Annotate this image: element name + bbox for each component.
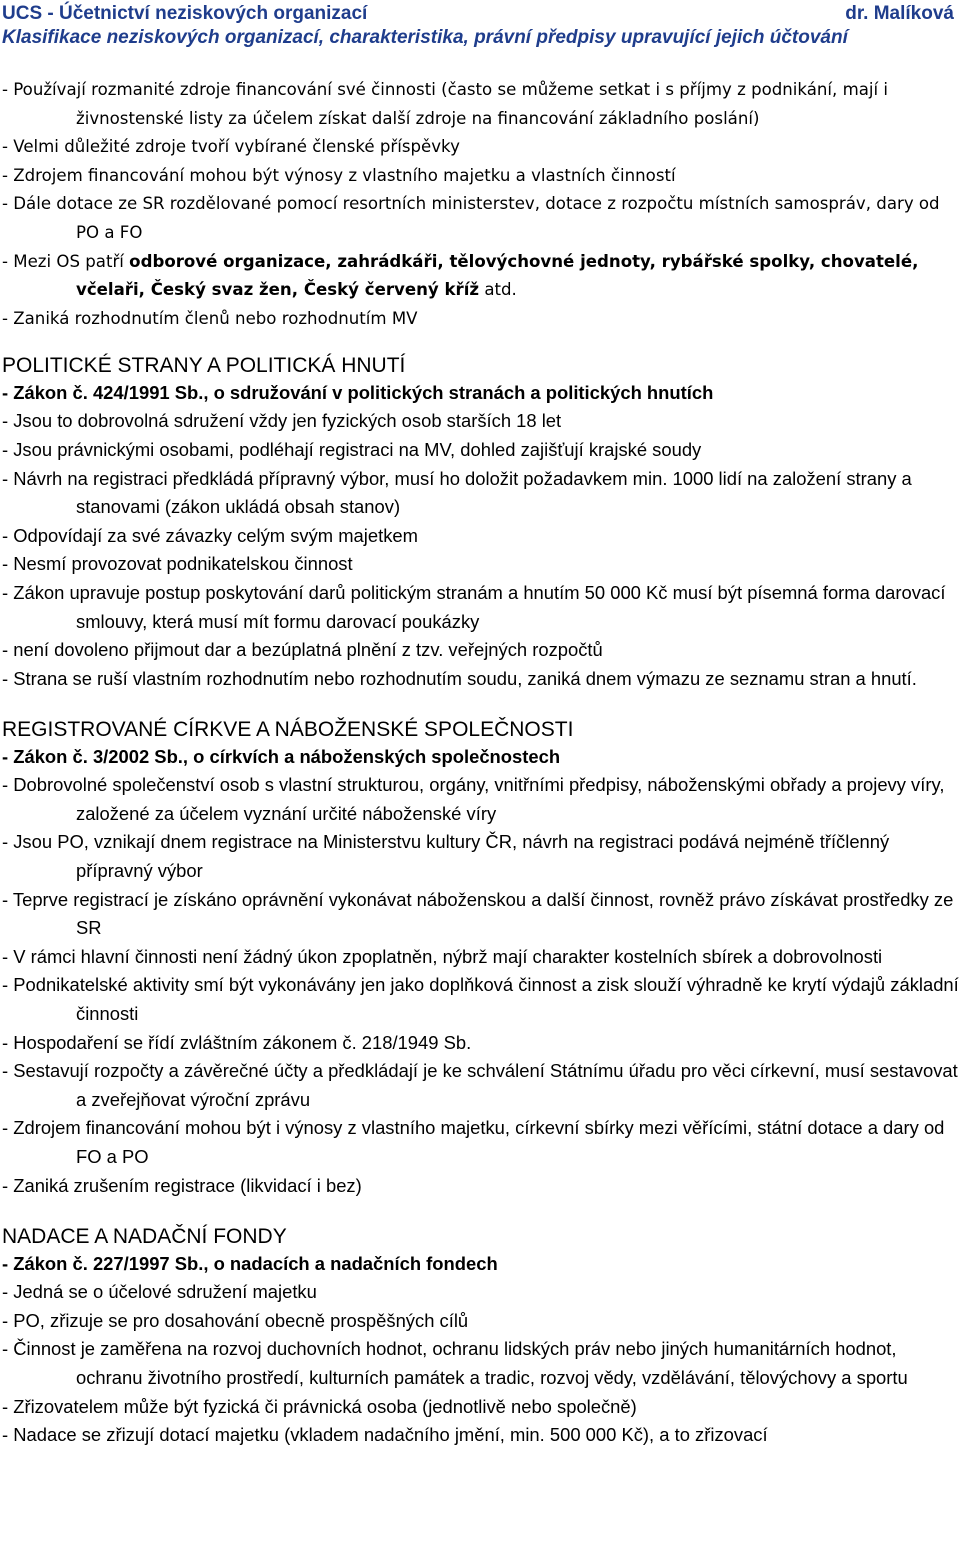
list-item: - Jsou PO, vznikají dnem registrace na Ministerstvu kultury ČR, návrh na registraci podává nejméně tříčlenný přípravný výbor xyxy=(2,831,890,882)
page-header xyxy=(2,0,960,26)
list-item: - Zřizovatelem může být fyzická či právnická osoba (jednotlivě nebo společně) xyxy=(2,1395,637,1417)
law-reference xyxy=(2,379,960,407)
list-item: - Nesmí provozovat podnikatelskou činnost xyxy=(2,553,353,575)
os-suffix: atd. xyxy=(479,280,517,300)
list-item: - PO, zřizuje se pro dosahování obecně prospěšných cílů xyxy=(2,1309,469,1331)
author-name: dr. Malíková xyxy=(845,3,954,24)
list-item: - Jsou to dobrovolná sdružení vždy jen fyzických osob starších 18 let xyxy=(2,410,562,432)
law-reference xyxy=(2,743,960,771)
list-item: - Jsou právnickými osobami, podléhají registraci na MV, dohled zajišťují krajské soudy xyxy=(2,438,702,460)
nadace-list xyxy=(2,1278,960,1450)
section-title-cirkve: REGISTROVANÉ CÍRKVE A NÁBOŽENSKÉ SPOLEČNOSTI xyxy=(2,718,574,742)
os-members-bold: odborové organizace, zahrádkáři, tělovýchovné jednoty, rybářské spolky, chovatelé, včelaři, Český svaz žen, Český červený kříž xyxy=(76,251,919,300)
list-item: - Teprve registrací je získáno oprávnění vykonávat náboženskou a další činnost, rovněž právo získávat prostředky ze SR xyxy=(2,888,954,939)
list-item: - Zaniká rozhodnutím členů nebo rozhodnutím MV xyxy=(2,308,418,328)
law-number: - Zákon č. 3/2002 Sb. xyxy=(2,746,183,768)
list-item: - Zákon upravuje postup poskytování darů politickým stranám a hnutím 50 000 Kč musí být písemná forma darovací smlouvy, která musí mít formu darovací poukázky xyxy=(2,581,946,632)
law-reference xyxy=(2,1250,960,1278)
list-item: - Zaniká zrušením registrace (likvidací i bez) xyxy=(2,1174,362,1196)
law-title: , o církvích a náboženských společnostech xyxy=(182,746,561,768)
list-item: - není dovoleno přijmout dar a bezúplatná plnění z tzv. veřejných rozpočtů xyxy=(2,639,603,661)
law-title: , o nadacích a nadačních fondech xyxy=(203,1253,498,1275)
law-title: , o sdružování v politických stranách a politických hnutích xyxy=(203,382,714,404)
section-title-nadace: NADACE A NADAČNÍ FONDY xyxy=(2,1225,287,1249)
section-title-politicke: POLITICKÉ STRANY A POLITICKÁ HNUTÍ xyxy=(2,354,406,378)
list-item: - Sestavují rozpočty a závěrečné účty a předkládají je ke schválení Státnímu úřadu pro věci církevní, musí sestavovat a zveřejňovat výroční zprávu xyxy=(2,1060,958,1110)
page-subtitle: Klasifikace neziskových organizací, charakteristika, právní předpisy upravující jejich účtování xyxy=(2,27,848,48)
list-item: - Návrh na registraci předkládá přípravný výbor, musí ho doložit požadavkem min. 1000 lidí na založení strany a stanovami (zákon ukládá obsah stanov) xyxy=(2,467,912,518)
list-item: - Velmi důležité zdroje tvoří vybírané členské příspěvky xyxy=(2,137,460,157)
list-item: - Zdrojem financování mohou být výnosy z vlastního majetku a vlastních činností xyxy=(2,165,676,185)
law-number: - Zákon č. 424/1991 Sb. xyxy=(2,382,204,404)
list-item: - Nadace se zřizují dotací majetku (vkladem nadačního jmění, min. 500 000 Kč), a to zřizovací xyxy=(2,1424,768,1446)
list-item: - Dále dotace ze SR rozdělované pomocí resortních ministerstev, dotace z rozpočtu místních samospráv, dary od PO a FO xyxy=(2,194,940,242)
list-item: - Strana se ruší vlastním rozhodnutím nebo rozhodnutím soudu, zaniká dnem výmazu ze seznamu stran a hnutí. xyxy=(2,667,917,689)
list-item: - Hospodaření se řídí zvláštním zákonem č. 218/1949 Sb. xyxy=(2,1031,472,1053)
cirkve-list xyxy=(2,771,960,1200)
list-item: - Podnikatelské aktivity smí být vykonávány jen jako doplňková činnost a zisk slouží výhradně ke krytí výdajů základní činnosti xyxy=(2,974,959,1025)
list-item: - V rámci hlavní činnosti není žádný úkon zpoplatněn, nýbrž mají charakter kostelních sbírek a dobrovolnosti xyxy=(2,945,883,967)
list-item: - Zdrojem financování mohou být i výnosy z vlastního majetku, církevní sbírky mezi věřícími, státní dotace a dary od FO a PO xyxy=(2,1117,945,1167)
os-prefix: - Mezi OS patří xyxy=(2,251,130,271)
list-item: - Činnost je zaměřena na rozvoj duchovních hodnot, ochranu lidských práv nebo jiných humanitárních hodnot, ochranu životního prostředí, kulturních památek a tradic, rozvoj vědy, vzdělávání, tělovýchovy a sportu xyxy=(2,1338,908,1388)
list-item: - Dobrovolné společenství osob s vlastní strukturou, orgány, vnitřními předpisy, náboženskými obřady a projevy víry, založené za účelem vyznání určité náboženské víry xyxy=(2,774,945,824)
list-item-os-members xyxy=(2,248,960,305)
politicke-list xyxy=(2,407,960,693)
list-item: - Používají rozmanité zdroje financování své činnosti (často se můžeme setkat i s příjmy z podnikání, mají i živnostenské listy za účelem získat další zdroje na financování základního poslání) xyxy=(2,80,889,128)
law-number: - Zákon č. 227/1997 Sb. xyxy=(2,1253,204,1275)
course-title: UCS - Účetnictví neziskových organizací xyxy=(2,3,368,24)
list-item: - Odpovídají za své závazky celým svým majetkem xyxy=(2,524,418,546)
intro-section xyxy=(2,76,960,333)
list-item: - Jedná se o účelové sdružení majetku xyxy=(2,1281,317,1303)
